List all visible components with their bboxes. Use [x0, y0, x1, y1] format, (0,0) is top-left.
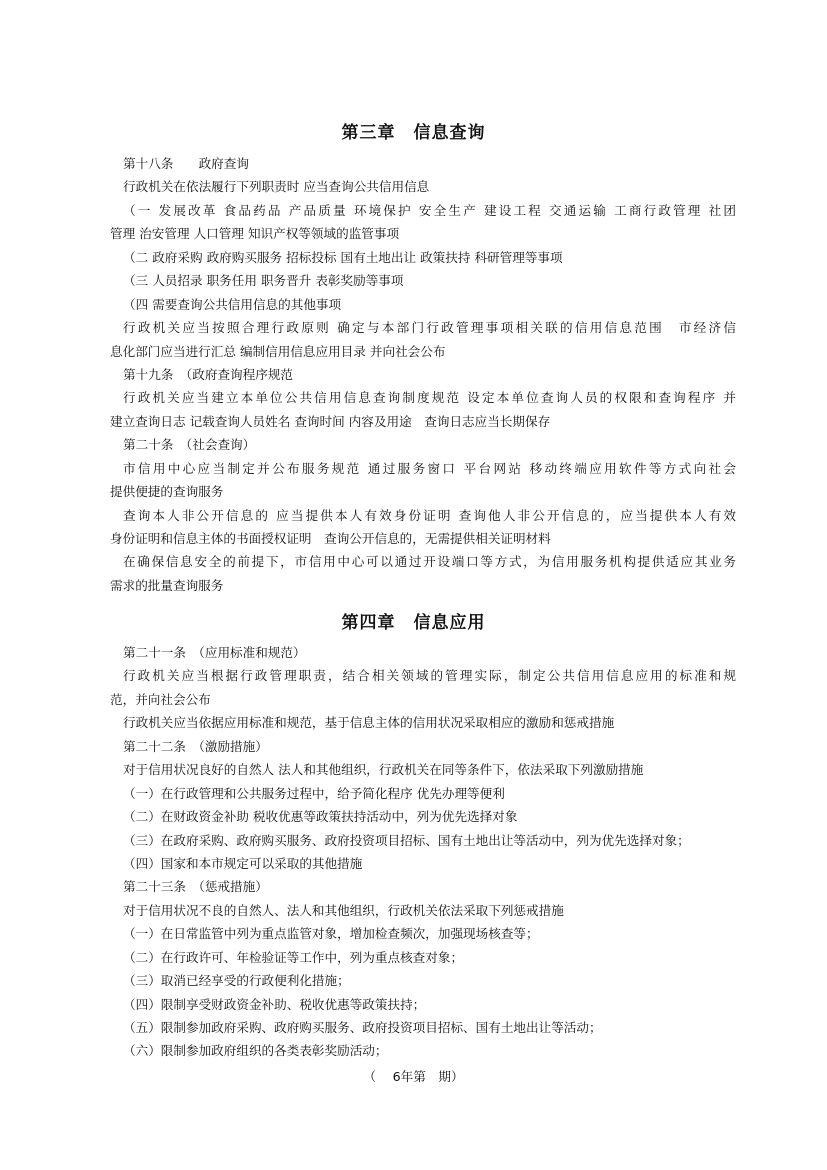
- text-line: 提供便捷的查询服务: [110, 484, 224, 500]
- text-line: 对于信用状况良好的自然人 法人和其他组织，行政机关在同等条件下，依法采取下列激励措施: [123, 762, 644, 778]
- text-line: 第十九条 （政府查询程序规范: [123, 366, 294, 382]
- text-line: （一）在日常监管中列为重点监管对象，增加检查频次，加强现场核查等；: [123, 926, 539, 942]
- text-line: 行政机关应当按照合理行政原则 确定与本部门行政管理事项相关联的信用信息范围 市经济信: [123, 320, 736, 336]
- text-line: （二）在财政资金补助 税收优惠等政策扶持活动中，列为优先选择对象: [123, 809, 518, 825]
- text-line: 第二十一条 （应用标准和规范）: [123, 645, 306, 660]
- text-line: （二 政府采购 政府购买服务 招标投标 国有土地出让 政策扶持 科研管理等事项: [123, 249, 563, 265]
- text-line: （二）在行政许可、年检验证等工作中，列为重点核查对象；: [123, 949, 464, 965]
- text-line: 第二十二条 （激励措施）: [123, 738, 268, 754]
- chapter-4-body: [110, 641, 736, 1063]
- text-line: 范，并向社会公布: [110, 691, 211, 707]
- text-line: 管理 治安管理 人口管理 知识产权等领域的监管事项: [110, 226, 400, 242]
- text-line: （四）国家和本市规定可以采取的其他措施: [123, 855, 363, 871]
- text-line: 身份证明和信息主体的书面授权证明 查询公开信息的，无需提供相关证明材料: [110, 531, 551, 546]
- text-line: 息化部门应当进行汇总 编制信用信息应用目录 并向社会公布: [110, 343, 446, 359]
- text-line: （三 人员招录 职务任用 职务晋升 表彰奖励等事项: [123, 273, 404, 289]
- text-line: （三）在政府采购、政府购买服务、政府投资项目招标、国有土地出让等活动中，列为优先选择对象；: [123, 832, 690, 848]
- text-line: 第十八条 政府查询: [123, 156, 249, 171]
- text-line: （四）限制享受财政资金补助、税收优惠等政策扶持；: [123, 996, 426, 1012]
- page-footer-issue: （ 6年第 期）: [363, 1069, 464, 1084]
- text-line: 行政机关应当根据行政管理职责，结合相关领域的管理实际，制定公共信用信息应用的标准和规: [123, 668, 736, 684]
- text-line: 行政机关在依法履行下列职责时 应当查询公共信用信息: [123, 179, 430, 195]
- text-line: 查询本人非公开信息的 应当提供本人有效身份证明 查询他人非公开信息的，应当提供本人有效: [123, 507, 736, 523]
- text-line: （五）限制参加政府采购、政府购买服务、政府投资项目招标、国有土地出让等活动；: [123, 1020, 602, 1035]
- chapter-3-body: [110, 152, 736, 597]
- chapter-4-title: 第四章 信息应用: [341, 613, 486, 633]
- text-line: 市信用中心应当制定并公布服务规范 通过服务窗口 平台网站 移动终端应用软件等方式向社会: [123, 460, 736, 476]
- text-line: （一 发展改革 食品药品 产品质量 环境保护 安全生产 建设工程 交通运输 工商行政管理 社团: [123, 202, 736, 218]
- text-line: （四 需要查询公共信用信息的其他事项: [123, 296, 342, 312]
- text-line: 行政机关应当依据应用标准和规范，基于信息主体的信用状况采取相应的激励和惩戒措施: [123, 715, 615, 731]
- text-line: 需求的批量查询服务: [110, 577, 224, 593]
- text-line: 对于信用状况不良的自然人、法人和其他组织，行政机关依法采取下列惩戒措施: [123, 902, 564, 918]
- text-line: 行政机关应当建立本单位公共信用信息查询制度规范 设定本单位查询人员的权限和查询程序 并: [123, 390, 736, 406]
- text-line: 建立查询日志 记载查询人员姓名 查询时间 内容及用途 查询日志应当长期保存: [110, 413, 551, 429]
- text-line: （一）在行政管理和公共服务过程中，给予简化程序 优先办理等便利: [123, 785, 505, 801]
- text-line: （三）取消已经享受的行政便利化措施；: [123, 973, 350, 989]
- text-line: （六）限制参加政府组织的各类表彰奖励活动；: [123, 1043, 388, 1059]
- text-line: 第二十三条 （惩戒措施）: [123, 879, 268, 895]
- text-line: 在确保信息安全的前提下，市信用中心可以通过开设端口等方式，为信用服务机构提供适应其业务: [123, 554, 736, 570]
- text-line: 第二十条 （社会查询）: [123, 437, 256, 453]
- chapter-3-title: 第三章 信息查询: [341, 123, 486, 143]
